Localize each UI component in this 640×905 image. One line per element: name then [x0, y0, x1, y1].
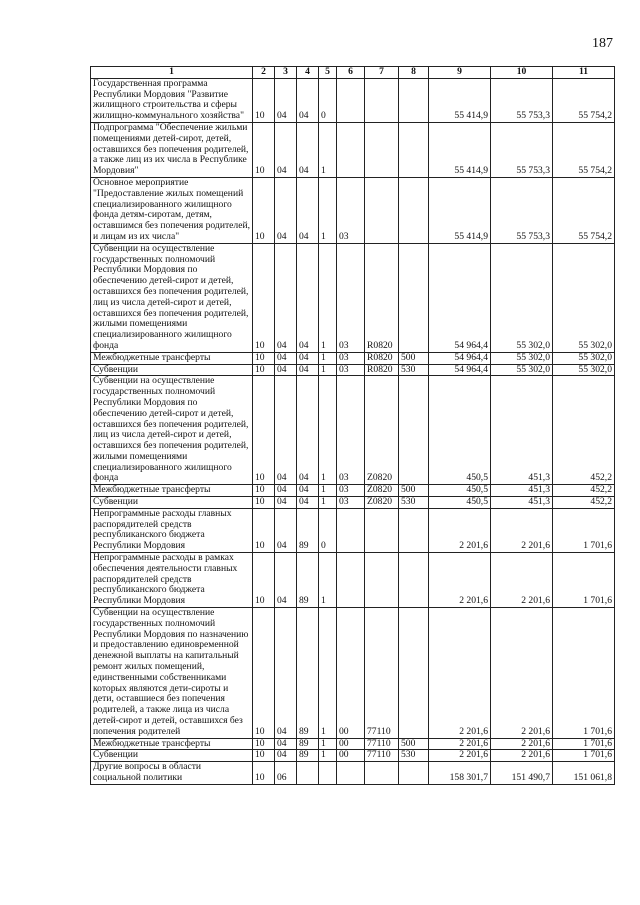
code-cell: 77110: [365, 750, 399, 762]
code-cell: [399, 762, 429, 785]
code-cell: 04: [275, 243, 297, 352]
table-row: [91, 177, 615, 243]
code-cell: 89: [297, 553, 319, 608]
amount-cell: 452,2: [553, 376, 615, 485]
column-header: 2: [253, 67, 275, 79]
code-cell: [399, 122, 429, 177]
amount-cell: 1 701,6: [553, 508, 615, 552]
code-cell: 1: [319, 750, 337, 762]
code-cell: 1: [319, 376, 337, 485]
code-cell: 500: [399, 485, 429, 497]
amount-cell: 451,3: [491, 376, 553, 485]
amount-cell: 55 302,0: [491, 243, 553, 352]
column-header: 4: [297, 67, 319, 79]
amount-cell: 55 302,0: [553, 352, 615, 364]
amount-cell: 2 201,6: [491, 508, 553, 552]
amount-cell: 54 964,4: [429, 243, 491, 352]
code-cell: 10: [253, 508, 275, 552]
amount-cell: 452,2: [553, 485, 615, 497]
code-cell: 1: [319, 608, 337, 739]
code-cell: 00: [337, 608, 365, 739]
code-cell: 10: [253, 497, 275, 509]
amount-cell: 1 701,6: [553, 608, 615, 739]
code-cell: 00: [337, 738, 365, 750]
code-cell: 10: [253, 608, 275, 739]
code-cell: 89: [297, 750, 319, 762]
code-cell: [365, 177, 399, 243]
amount-cell: 55 302,0: [491, 352, 553, 364]
amount-cell: 450,5: [429, 485, 491, 497]
code-cell: 77110: [365, 738, 399, 750]
code-cell: 04: [297, 352, 319, 364]
amount-cell: 2 201,6: [429, 553, 491, 608]
amount-cell: 55 302,0: [491, 364, 553, 376]
table-row: [91, 122, 615, 177]
code-cell: R0820: [365, 364, 399, 376]
code-cell: [399, 78, 429, 122]
code-cell: 04: [275, 750, 297, 762]
amount-cell: 55 753,3: [491, 122, 553, 177]
code-cell: 03: [337, 376, 365, 485]
code-cell: 04: [297, 376, 319, 485]
code-cell: 04: [275, 364, 297, 376]
code-cell: 03: [337, 177, 365, 243]
code-cell: [399, 553, 429, 608]
code-cell: 04: [297, 78, 319, 122]
code-cell: [337, 553, 365, 608]
amount-cell: 2 201,6: [491, 608, 553, 739]
amount-cell: 151 061,8: [553, 762, 615, 785]
code-cell: 06: [275, 762, 297, 785]
code-cell: 500: [399, 352, 429, 364]
code-cell: 04: [297, 497, 319, 509]
page-number: 187: [592, 36, 613, 51]
code-cell: 1: [319, 122, 337, 177]
code-cell: [337, 78, 365, 122]
column-header: 7: [365, 67, 399, 79]
amount-cell: 450,5: [429, 497, 491, 509]
code-cell: 04: [275, 508, 297, 552]
code-cell: 530: [399, 364, 429, 376]
code-cell: 04: [297, 243, 319, 352]
code-cell: 10: [253, 376, 275, 485]
code-cell: [319, 762, 337, 785]
column-header: 10: [491, 67, 553, 79]
table-row: [91, 762, 615, 785]
amount-cell: 55 753,3: [491, 78, 553, 122]
amount-cell: 55 753,3: [491, 177, 553, 243]
code-cell: [399, 376, 429, 485]
code-cell: [337, 762, 365, 785]
table-row: [91, 376, 615, 485]
code-cell: [365, 78, 399, 122]
amount-cell: 2 201,6: [429, 508, 491, 552]
table-row: [91, 364, 615, 376]
amount-cell: 55 414,9: [429, 177, 491, 243]
code-cell: 1: [319, 497, 337, 509]
column-header: 1: [91, 67, 253, 79]
amount-cell: 158 301,7: [429, 762, 491, 785]
amount-cell: 2 201,6: [429, 608, 491, 739]
code-cell: 10: [253, 762, 275, 785]
amount-cell: 151 490,7: [491, 762, 553, 785]
code-cell: 10: [253, 78, 275, 122]
code-cell: 04: [297, 364, 319, 376]
code-cell: 10: [253, 738, 275, 750]
amount-cell: 54 964,4: [429, 352, 491, 364]
code-cell: [399, 243, 429, 352]
code-cell: 04: [297, 122, 319, 177]
code-cell: 1: [319, 243, 337, 352]
table-row: [91, 508, 615, 552]
table-row: [91, 553, 615, 608]
code-cell: [399, 508, 429, 552]
row-name: Основное мероприятие "Предоставление жилых помещений специализированного жилищного фонда детям-сиротам, детям, оставшимся без попечения родителей, и лицам из их числа": [91, 177, 253, 243]
row-name: Субвенции: [91, 364, 253, 376]
code-cell: 1: [319, 352, 337, 364]
row-name: Межбюджетные трансферты: [91, 352, 253, 364]
row-name: Непрограммные расходы в рамках обеспечения деятельности главных распорядителей средств республиканского бюджета Республики Мордовия: [91, 553, 253, 608]
table-row: [91, 750, 615, 762]
code-cell: 10: [253, 750, 275, 762]
row-name: Межбюджетные трансферты: [91, 485, 253, 497]
code-cell: 0: [319, 78, 337, 122]
code-cell: 04: [275, 497, 297, 509]
row-name: Субвенции на осуществление государственных полномочий Республики Мордовия по обеспечению детей-сирот и детей, оставшихся без попечения родителей, лиц из числа детей-сирот и детей, оставшихся без попечения родителей, жилыми помещениями специализированного жилищного фонда: [91, 376, 253, 485]
code-cell: 04: [275, 177, 297, 243]
amount-cell: 1 701,6: [553, 553, 615, 608]
code-cell: 89: [297, 738, 319, 750]
amount-cell: 1 701,6: [553, 738, 615, 750]
table-row: [91, 497, 615, 509]
table-row: [91, 738, 615, 750]
code-cell: 10: [253, 122, 275, 177]
code-cell: 10: [253, 352, 275, 364]
amount-cell: 2 201,6: [491, 553, 553, 608]
code-cell: 500: [399, 738, 429, 750]
code-cell: 10: [253, 243, 275, 352]
code-cell: 530: [399, 497, 429, 509]
amount-cell: 451,3: [491, 485, 553, 497]
code-cell: 03: [337, 497, 365, 509]
row-name: Субвенции на осуществление государственных полномочий Республики Мордовия по обеспечению детей-сирот и детей, оставшихся без попечения родителей, лиц из числа детей-сирот и детей, оставшихся без попечения родителей, жилыми помещениями специализированного жилищного фонда: [91, 243, 253, 352]
amount-cell: 55 414,9: [429, 78, 491, 122]
code-cell: 03: [337, 352, 365, 364]
code-cell: 04: [275, 122, 297, 177]
code-cell: [337, 122, 365, 177]
code-cell: 03: [337, 243, 365, 352]
code-cell: [399, 608, 429, 739]
table-row: [91, 78, 615, 122]
code-cell: 10: [253, 553, 275, 608]
code-cell: [365, 508, 399, 552]
code-cell: 10: [253, 364, 275, 376]
code-cell: 89: [297, 508, 319, 552]
column-header: 11: [553, 67, 615, 79]
row-name: Субвенции: [91, 497, 253, 509]
row-name: Межбюджетные трансферты: [91, 738, 253, 750]
code-cell: 1: [319, 177, 337, 243]
row-name: Непрограммные расходы главных распорядителей средств республиканского бюджета Республики Мордовия: [91, 508, 253, 552]
amount-cell: 55 754,2: [553, 122, 615, 177]
amount-cell: 55 302,0: [553, 364, 615, 376]
code-cell: 530: [399, 750, 429, 762]
amount-cell: 450,5: [429, 376, 491, 485]
code-cell: 1: [319, 485, 337, 497]
code-cell: [365, 762, 399, 785]
code-cell: Z0820: [365, 485, 399, 497]
code-cell: 04: [297, 177, 319, 243]
table-row: [91, 352, 615, 364]
table-row: [91, 243, 615, 352]
code-cell: 77110: [365, 608, 399, 739]
code-cell: 00: [337, 750, 365, 762]
amount-cell: 55 414,9: [429, 122, 491, 177]
code-cell: 04: [275, 352, 297, 364]
code-cell: 04: [275, 376, 297, 485]
amount-cell: 451,3: [491, 497, 553, 509]
row-name: Другие вопросы в области социальной политики: [91, 762, 253, 785]
column-header: 3: [275, 67, 297, 79]
code-cell: 0: [319, 508, 337, 552]
code-cell: 1: [319, 364, 337, 376]
table-header-row: [91, 67, 615, 79]
code-cell: Z0820: [365, 497, 399, 509]
code-cell: Z0820: [365, 376, 399, 485]
column-header: 8: [399, 67, 429, 79]
table-row: [91, 485, 615, 497]
amount-cell: 55 754,2: [553, 78, 615, 122]
column-header: 5: [319, 67, 337, 79]
code-cell: [297, 762, 319, 785]
amount-cell: 452,2: [553, 497, 615, 509]
code-cell: [365, 122, 399, 177]
column-header: 6: [337, 67, 365, 79]
code-cell: 03: [337, 364, 365, 376]
code-cell: [337, 508, 365, 552]
code-cell: 04: [297, 485, 319, 497]
code-cell: 10: [253, 177, 275, 243]
amount-cell: 2 201,6: [491, 750, 553, 762]
code-cell: 04: [275, 738, 297, 750]
code-cell: R0820: [365, 352, 399, 364]
code-cell: 04: [275, 78, 297, 122]
amount-cell: 2 201,6: [429, 750, 491, 762]
code-cell: 89: [297, 608, 319, 739]
budget-table: [90, 66, 615, 785]
amount-cell: 2 201,6: [491, 738, 553, 750]
row-name: Государственная программа Республики Мордовия "Развитие жилищного строительства и сферы жилищно-коммунального хозяйства": [91, 78, 253, 122]
row-name: Подпрограмма "Обеспечение жильми помещениями детей-сирот, детей, оставшихся без попечения родителей, а также лиц из их числа в Республике Мордовия": [91, 122, 253, 177]
amount-cell: 55 302,0: [553, 243, 615, 352]
amount-cell: 1 701,6: [553, 750, 615, 762]
code-cell: 1: [319, 553, 337, 608]
code-cell: 04: [275, 553, 297, 608]
code-cell: R0820: [365, 243, 399, 352]
code-cell: [399, 177, 429, 243]
row-name: Субвенции: [91, 750, 253, 762]
column-header: 9: [429, 67, 491, 79]
code-cell: 10: [253, 485, 275, 497]
code-cell: 1: [319, 738, 337, 750]
code-cell: 04: [275, 608, 297, 739]
code-cell: [365, 553, 399, 608]
code-cell: 04: [275, 485, 297, 497]
amount-cell: 2 201,6: [429, 738, 491, 750]
amount-cell: 54 964,4: [429, 364, 491, 376]
code-cell: 03: [337, 485, 365, 497]
table-row: [91, 608, 615, 739]
row-name: Субвенции на осуществление государственных полномочий Республики Мордовия по назначению и предоставлению единовременной денежной выплаты на капитальный ремонт жилых помещений, единственными собственниками которых являются дети-сироты и дети, оставшиеся без попечения родителей, а также лица из числа детей-сирот и детей, оставшихся без попечения родителей: [91, 608, 253, 739]
amount-cell: 55 754,2: [553, 177, 615, 243]
